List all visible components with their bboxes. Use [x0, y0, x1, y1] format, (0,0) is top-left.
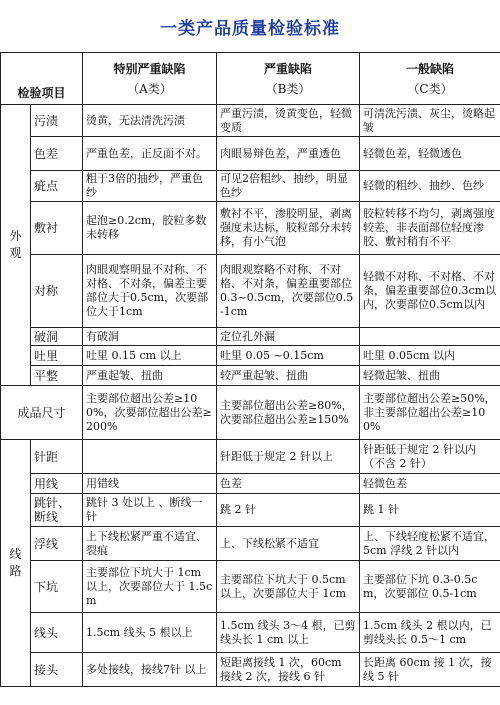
item-thread-end: 线头 — [31, 613, 83, 653]
header-class-c-sub: （C类） — [407, 81, 453, 96]
cell-symmetry-a: 肉眼观察明显不对称、不对格、不对条，偏差主要部位大于0.5cm，次要部位大于1cm — [83, 255, 217, 328]
header-class-a-label: 特别严重缺陷 — [113, 61, 186, 76]
cell-hole-a: 有破洞 — [83, 328, 217, 346]
table-row — [1, 474, 500, 494]
cell-drop-b: 主要部位下坑大于 0.5cm 以上，次要部位大于 1cm — [217, 561, 360, 613]
table-row — [1, 202, 500, 255]
group-finished-size: 成品尺寸 — [1, 386, 83, 440]
item-drop: 下坑 — [31, 561, 83, 613]
table-row — [1, 346, 500, 366]
cell-skip-a: 跳针 3 处以上 、断线一针 — [83, 494, 217, 527]
cell-stain-b: 严重污渍，烫黄变色，轻微变质 — [217, 105, 360, 137]
table-row — [1, 386, 500, 440]
item-flatness: 平整 — [31, 366, 83, 386]
item-stitch-pitch: 针距 — [31, 440, 83, 474]
header-item: 检验项目 — [1, 53, 83, 105]
item-color-diff: 色差 — [31, 137, 83, 171]
table-row — [1, 366, 500, 386]
cell-color-diff-a: 严重色差，正反面不对。 — [83, 137, 217, 171]
cell-tongue-b: 吐里 0.05 ~0.15cm — [217, 346, 360, 366]
header-class-b-sub: （B类） — [265, 81, 311, 96]
cell-flaw-a: 粗于3倍的抽纱，严重色纱 — [83, 171, 217, 202]
cell-skip-b: 跳 2 针 — [217, 494, 360, 527]
table-row — [1, 137, 500, 171]
group-stitching — [1, 440, 31, 687]
cell-thread-b: 色差 — [217, 474, 360, 494]
table-row — [1, 613, 500, 653]
table-row — [1, 440, 500, 474]
cell-color-diff-b: 肉眼易辩色差，严重透色 — [217, 137, 360, 171]
cell-color-diff-c: 轻微色差，轻微透色 — [360, 137, 500, 171]
table-row — [1, 328, 500, 346]
header-class-c — [360, 53, 500, 105]
item-lining: 敷衬 — [31, 202, 83, 255]
group-stitching-char-2: 路 — [9, 564, 22, 578]
cell-hole-c — [360, 328, 500, 346]
cell-flatness-b: 较严重起皱、扭曲 — [217, 366, 360, 386]
cell-stitch-pitch-c: 针距低于规定 2 针以内（不含 2 针） — [360, 440, 500, 474]
cell-thread-end-b: 1.5cm 线头 3～4 根，已剪线头长 1 cm 以上 — [217, 613, 360, 653]
cell-hole-b: 定位孔外漏 — [217, 328, 360, 346]
cell-symmetry-b: 肉眼观察略不对称、不对格、不对条，偏差重要部位0.3~0.5cm，次要部位0.5-1cm — [217, 255, 360, 328]
cell-stitch-pitch-b: 针距低于规定 2 针以上 — [217, 440, 360, 474]
cell-tongue-a: 吐里 0.15 cm 以上 — [83, 346, 217, 366]
cell-float-c: 上、下线轻度松紧不适宜，5cm 浮线 2 针以内 — [360, 527, 500, 561]
group-stitching-char-1: 线 — [9, 547, 22, 561]
table-row — [1, 527, 500, 561]
cell-joint-c: 长距离 60cm 接 1 次，接线 5 针 — [360, 653, 500, 687]
page-title: 一类产品质量检验标准 — [160, 18, 340, 39]
cell-stain-a: 烫黄，无法清洗污渍 — [83, 105, 217, 137]
cell-stitch-pitch-a — [83, 440, 217, 474]
cell-joint-b: 短距离接线 1 次，60cm 接线 2 次，接线 6 针 — [217, 653, 360, 687]
cell-thread-end-a: 1.5cm 线头 5 根以上 — [83, 613, 217, 653]
cell-size-a: 主要部位超出公差≥100%，次要部位超出公差≥200% — [83, 386, 217, 440]
cell-drop-c: 主要部位下坑 0.3-0.5cm，次要部位 0.5-1cm — [360, 561, 500, 613]
cell-size-b: 主要部位超出公差≥80%，次要部位超出公差≥150% — [217, 386, 360, 440]
cell-float-b: 上、下线松紧不适宜 — [217, 527, 360, 561]
item-hole: 破洞 — [31, 328, 83, 346]
group-appearance-char-2: 观 — [9, 246, 22, 260]
cell-thread-end-c: 1.5cm 线头 2 根以内，已剪线头长 0.5～1 cm — [360, 613, 500, 653]
item-stain: 污渍 — [31, 105, 83, 137]
cell-thread-a: 用错线 — [83, 474, 217, 494]
cell-symmetry-c: 轻微不对称、不对格、不对条，偏差重要部位0.3cm以内，次要部位0.5cm以内 — [360, 255, 500, 328]
cell-float-a: 上下线松紧严重不适宜、裂痕 — [83, 527, 217, 561]
cell-lining-c: 胶粒转移不均匀，剥离强度较差，非表面部位轻度渗胶、敷衬稍有不平 — [360, 202, 500, 255]
table-row — [1, 653, 500, 687]
cell-lining-b: 敷衬不平，渗胶明显，剥离强度未达标，胶粒部分未转移，有小气泡 — [217, 202, 360, 255]
cell-drop-a: 主要部位下坑大于 1cm 以上，次要部位大于 1.5cm — [83, 561, 217, 613]
cell-skip-c: 跳 1 针 — [360, 494, 500, 527]
cell-stain-c: 可清洗污渍、灰尘，烫略起皱 — [360, 105, 500, 137]
cell-flatness-a: 严重起皱、扭曲 — [83, 366, 217, 386]
table-row — [1, 105, 500, 137]
table-row — [1, 494, 500, 527]
cell-tongue-c: 吐里 0.05cm 以内 — [360, 346, 500, 366]
group-appearance-char-1: 外 — [9, 229, 22, 243]
cell-joint-a: 多处接线，接线7针 以上 — [83, 653, 217, 687]
item-tongue: 吐里 — [31, 346, 83, 366]
header-row — [1, 53, 500, 105]
cell-lining-a: 起泡≥0.2cm，胶粒多数未转移 — [83, 202, 217, 255]
cell-flaw-b: 可见2倍粗纱、抽纱，明显色纱 — [217, 171, 360, 202]
cell-thread-c: 轻微色差 — [360, 474, 500, 494]
item-thread: 用线 — [31, 474, 83, 494]
table-row — [1, 255, 500, 328]
header-class-a-sub: （A类） — [127, 81, 172, 96]
header-class-b-label: 严重缺陷 — [264, 61, 313, 76]
item-skip: 跳针、断线 — [31, 494, 83, 527]
item-symmetry: 对称 — [31, 255, 83, 328]
item-joint: 接头 — [31, 653, 83, 687]
cell-flatness-c: 轻微起皱、扭曲 — [360, 366, 500, 386]
group-appearance — [1, 105, 31, 386]
item-float: 浮线 — [31, 527, 83, 561]
header-class-c-label: 一般缺陷 — [406, 61, 455, 76]
table-row — [1, 561, 500, 613]
item-flaw: 疵点 — [31, 171, 83, 202]
cell-flaw-c: 轻微的粗纱、抽纱、色纱 — [360, 171, 500, 202]
table-row — [1, 171, 500, 202]
header-class-b — [217, 53, 360, 105]
cell-size-c: 主要部位超出公差≥50%，非主要部位超出公差≥100% — [360, 386, 500, 440]
inspection-table — [0, 52, 500, 687]
header-class-a — [83, 53, 217, 105]
